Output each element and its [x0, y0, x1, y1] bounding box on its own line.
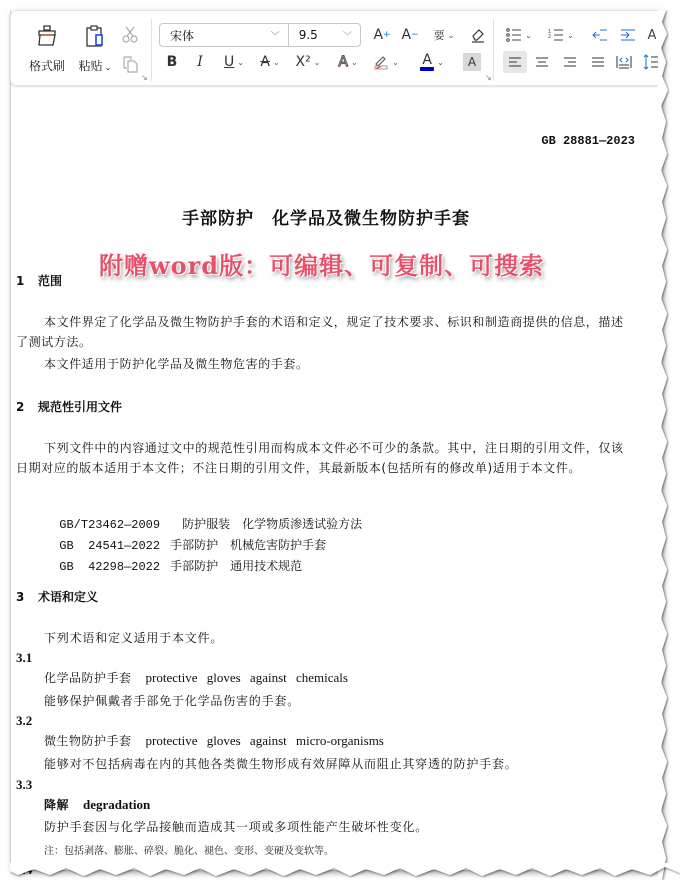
bullet-list-icon [506, 28, 522, 42]
superscript-icon: X² [295, 54, 311, 70]
section-title: 规范性引用文件 [38, 400, 123, 414]
section-heading [16, 398, 122, 415]
torn-edge-right [658, 10, 672, 880]
increase-indent-icon [620, 28, 636, 42]
format-painter-label: 格式刷 [28, 59, 65, 73]
align-right-icon [563, 56, 577, 68]
highlighter-icon [373, 54, 389, 70]
reference-code: GB 42298—2022 [59, 560, 161, 574]
section-number: 1 [16, 274, 25, 288]
copy-icon [121, 55, 139, 73]
decrease-indent-icon [592, 28, 608, 42]
distributed-icon [616, 55, 632, 69]
font-launcher-icon[interactable]: ↘ [485, 73, 492, 82]
clipboard-group [11, 11, 151, 85]
numbered-list-icon [548, 28, 564, 42]
reference-title: 手部防护 机械危害防护手套 [170, 538, 327, 552]
text-direction-icon: A [647, 27, 657, 43]
term-zh: 微生物防护手套 [44, 734, 132, 748]
paste-label: 粘贴 [78, 59, 103, 73]
align-center-icon [535, 56, 549, 68]
underline-icon: U [224, 54, 235, 70]
increase-indent-button[interactable] [617, 24, 639, 46]
chevron-down-icon: ﹀ [342, 32, 352, 42]
section-heading [16, 272, 62, 289]
term-note: 注：包括剥落、膨胀、碎裂、脆化、褪色、变形、变硬及变软等。 [44, 846, 334, 857]
phonetic-icon: 要 [433, 29, 445, 42]
clause-number: 3.1 [16, 650, 33, 665]
align-center-button[interactable] [531, 51, 553, 73]
term-definition: 防护手套因与化学品接触而造成其一项或多项性能产生破坏性变化。 [44, 820, 429, 834]
emphasis-icon: A [260, 54, 270, 70]
bold-button[interactable]: B [166, 54, 178, 70]
paragraph: 本文件适用于防护化学品及微生物危害的手套。 [44, 357, 309, 371]
font-color-button[interactable]: A ⌄ [417, 51, 447, 73]
format-painter-icon [25, 23, 69, 49]
bullets-button[interactable]: ⌄ [503, 24, 535, 46]
underline-button[interactable]: U ⌄ [224, 54, 244, 70]
shrink-font-button[interactable]: A − [401, 27, 419, 43]
justify-icon [591, 56, 605, 68]
distributed-button[interactable] [613, 51, 635, 73]
term-entry [44, 669, 348, 686]
format-painter-button[interactable] [25, 23, 69, 74]
emphasis-mark-button[interactable]: A ⌄ [260, 54, 280, 70]
text-effect-button[interactable]: A ⌄ [338, 54, 358, 70]
document-page[interactable] [11, 86, 651, 876]
align-left-icon [508, 56, 522, 68]
divider [151, 19, 152, 81]
scissors-icon [121, 25, 139, 43]
align-left-button[interactable] [503, 51, 527, 73]
ribbon-toolbar [10, 10, 662, 86]
standard-code: GB 28881—2023 [541, 134, 635, 148]
reference-code: GB/T23462—2009 [59, 518, 161, 532]
promo-watermark: 附赠word版：可编辑、可复制、可搜索 [99, 251, 545, 280]
font-size-dropdown[interactable] [289, 24, 360, 46]
reference-title: 防护服装 化学物质渗透试验方法 [170, 517, 363, 531]
paste-button[interactable] [73, 23, 117, 74]
reference-title: 手部防护 通用技术规范 [170, 559, 303, 573]
torn-edge-bottom [10, 863, 680, 887]
document-title: 手部防护 化学品及微生物防护手套 [182, 209, 470, 229]
justify-button[interactable] [587, 51, 609, 73]
highlight-button[interactable]: ⌄ [371, 51, 401, 73]
italic-button[interactable]: I [197, 54, 203, 70]
reference-code: GB 24541—2022 [59, 539, 161, 553]
term-en: protective gloves against chemicals [145, 670, 348, 685]
clipboard-launcher-icon[interactable]: ↘ [141, 73, 148, 82]
term-zh: 化学品防护手套 [44, 671, 132, 685]
section-title: 范围 [38, 274, 63, 288]
copy-button[interactable] [119, 53, 141, 75]
paragraph: 下列文件中的内容通过文中的规范性引用而构成本文件必不可少的条款。其中，注日期的引用文件，仅该日期对应的版本适用于本文件；不注日期的引用文件，其最新版本(包括所有的修改单)适用于本文件。 [16, 441, 624, 475]
font-selector [159, 23, 361, 47]
svg-text:1: 1 [548, 29, 552, 35]
chevron-down-icon: ﹀ [270, 32, 280, 42]
numbering-button[interactable]: 1 2 ⌄ [548, 29, 574, 40]
paste-dropdown-icon[interactable]: ⌄ [104, 63, 112, 72]
term-en: protective gloves against micro-organisms [145, 733, 384, 748]
font-name-value: 宋体 [170, 28, 195, 43]
reference-item [44, 543, 302, 588]
section-number: 3 [16, 590, 25, 604]
clear-format-button[interactable] [467, 24, 489, 46]
paste-icon [73, 23, 117, 49]
svg-text:2: 2 [548, 34, 552, 40]
section-heading [16, 588, 98, 605]
grow-font-button[interactable]: A + [373, 27, 391, 43]
section-number: 2 [16, 400, 25, 414]
clause-number: 3.3 [16, 777, 33, 792]
term-en: degradation [83, 797, 151, 812]
phonetic-guide-button[interactable]: 要 ⌄ [433, 29, 455, 42]
eraser-icon [470, 27, 486, 43]
paragraph: 本文件界定了化学品及微生物防护手套的术语和定义，规定了技术要求、标识和制造商提供的信息，描述了测试方法。 [16, 315, 624, 349]
text-effect-icon: A [338, 54, 348, 70]
superscript-button[interactable]: X² ⌄ [295, 54, 321, 70]
term-zh: 降解 [44, 798, 70, 812]
cut-button[interactable] [119, 23, 141, 45]
term-definition: 能够保护佩戴者手部免于化学品伤害的手套。 [44, 694, 301, 708]
clause-number: 3.2 [16, 713, 33, 728]
section-intro: 下列术语和定义适用于本文件。 [44, 631, 224, 645]
term-entry [44, 732, 384, 749]
font-name-dropdown[interactable] [160, 24, 289, 46]
term-entry [44, 796, 150, 813]
align-right-button[interactable] [559, 51, 581, 73]
decrease-indent-button[interactable] [589, 24, 611, 46]
term-definition: 能够对不包括病毒在内的其他各类微生物形成有效屏障从而阻止其穿透的防护手套。 [44, 757, 518, 771]
divider [493, 19, 494, 81]
section-title: 术语和定义 [38, 590, 99, 604]
character-shading-button[interactable]: A [463, 53, 481, 71]
font-color-icon: A [420, 53, 434, 71]
font-size-value: 9.5 [298, 28, 318, 42]
line-spacing-icon [643, 54, 659, 70]
